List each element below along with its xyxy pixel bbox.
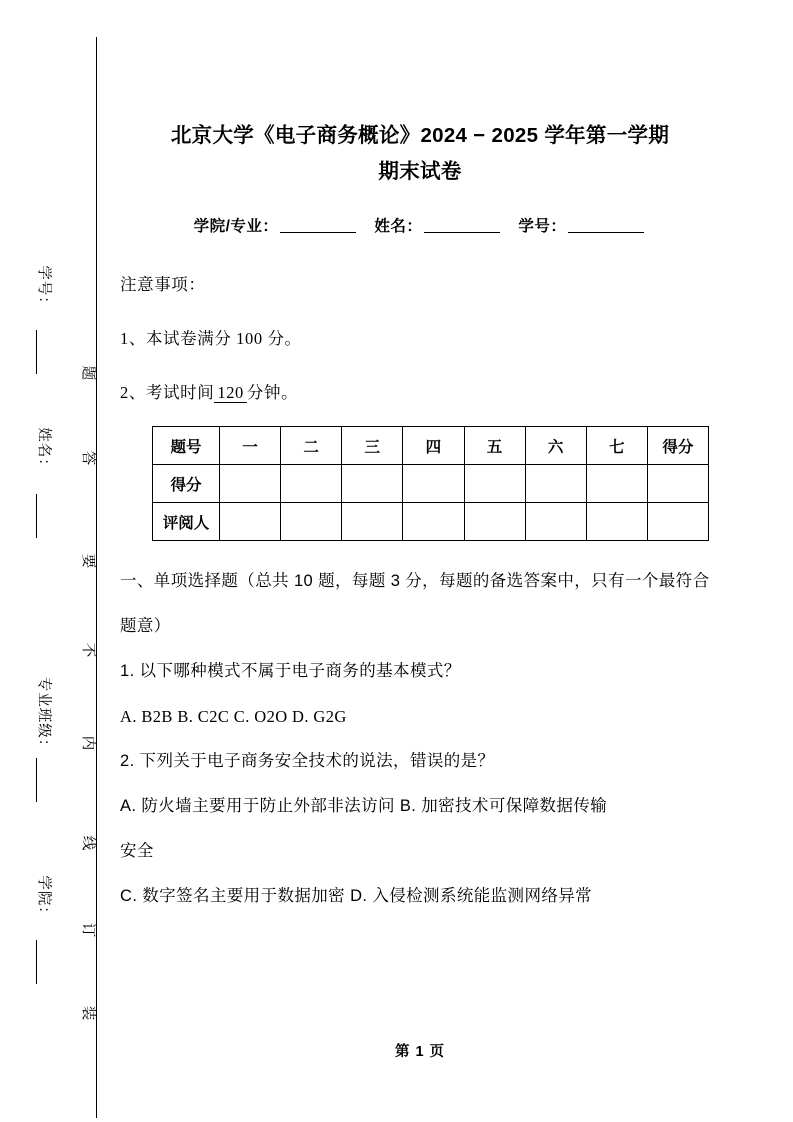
page-title xyxy=(120,0,720,190)
question-2-options-cd: C. 数字签名主要用于数据加密 D. 入侵检测系统能监测网络异常 xyxy=(120,887,593,905)
reviewer-cell[interactable] xyxy=(464,503,525,541)
question-1-options: A. B2B B. C2C C. O2O D. G2G xyxy=(120,707,347,726)
score-table-header-cell: 四 xyxy=(403,427,464,465)
notice-item-2-prefix: 2、考试时间 xyxy=(120,383,215,402)
gutter-label-name: 姓名： xyxy=(35,427,52,474)
score-table-header-cell: 五 xyxy=(464,427,525,465)
score-row-label: 得分 xyxy=(153,465,220,503)
exam-title-line-1: 北京大学《电子商务概论》2024 − 2025 学年第一学期 xyxy=(170,124,670,147)
gutter-char-da: 答 xyxy=(79,450,96,467)
reviewer-cell[interactable] xyxy=(281,503,342,541)
gutter-inner-column xyxy=(72,0,106,1122)
score-table-container xyxy=(120,420,720,541)
student-id-blank[interactable] xyxy=(568,218,644,233)
table-row-header xyxy=(153,427,709,465)
department-label: 学院/专业： xyxy=(193,218,279,235)
gutter-outer-column xyxy=(28,0,62,1122)
page-footer xyxy=(120,1040,720,1061)
exam-title-line-2: 期末试卷 xyxy=(378,160,462,183)
gutter-separator xyxy=(36,330,37,374)
reviewer-cell[interactable] xyxy=(403,503,464,541)
gutter-char-ding: 订 xyxy=(79,922,96,939)
score-cell[interactable] xyxy=(403,465,464,503)
notice-heading: 注意事项： xyxy=(120,275,206,294)
gutter-label-college: 学院： xyxy=(35,875,52,922)
section-heading-one: 一、单项选择题（总共 10 题，每题 3 分，每题的备选答案中，只有一个最符合题意） xyxy=(120,572,710,635)
score-table xyxy=(152,426,709,541)
table-row xyxy=(153,503,709,541)
score-table-header-cell: 七 xyxy=(586,427,647,465)
reviewer-cell[interactable] xyxy=(220,503,281,541)
student-id-label: 学号： xyxy=(518,218,567,235)
gutter-separator xyxy=(36,940,37,984)
exam-duration-value: 120 xyxy=(214,383,247,403)
gutter-char-nei: 内 xyxy=(79,735,96,752)
question-2-stem: 2. 下列关于电子商务安全技术的说法，错误的是？ xyxy=(120,752,495,770)
questions-section xyxy=(120,541,720,919)
score-cell[interactable] xyxy=(464,465,525,503)
gutter-char-bu: 不 xyxy=(79,642,96,659)
score-cell[interactable] xyxy=(342,465,403,503)
score-table-header-cell: 得分 xyxy=(647,427,708,465)
score-table-header-cell: 六 xyxy=(525,427,586,465)
table-row xyxy=(153,465,709,503)
name-label: 姓名： xyxy=(374,218,423,235)
gutter-label-student-id: 学号： xyxy=(35,265,52,312)
score-cell[interactable] xyxy=(281,465,342,503)
score-table-header-cell: 三 xyxy=(342,427,403,465)
score-table-header-cell: 二 xyxy=(281,427,342,465)
student-info-line xyxy=(120,190,720,236)
question-2-options-ab: A. 防火墙主要用于防止外部非法访问 B. 加密技术可保障数据传输 xyxy=(120,797,608,815)
notice-block xyxy=(120,236,720,420)
gutter-char-ti: 题 xyxy=(79,365,96,382)
binding-margin xyxy=(0,0,100,1122)
gutter-char-yao: 要 xyxy=(79,553,96,570)
name-blank[interactable] xyxy=(424,218,500,233)
reviewer-cell[interactable] xyxy=(647,503,708,541)
gutter-separator xyxy=(36,494,37,538)
score-table-header-cell: 一 xyxy=(220,427,281,465)
gutter-separator xyxy=(36,758,37,802)
score-cell[interactable] xyxy=(586,465,647,503)
score-table-header-cell: 题号 xyxy=(153,427,220,465)
gutter-char-xian: 线 xyxy=(79,835,96,852)
department-blank[interactable] xyxy=(280,218,356,233)
reviewer-cell[interactable] xyxy=(525,503,586,541)
reviewer-cell[interactable] xyxy=(586,503,647,541)
gutter-char-zhuang: 装 xyxy=(79,1005,96,1022)
notice-item-2-suffix: 分钟。 xyxy=(246,383,299,402)
question-2-options-ab-wrap: 安全 xyxy=(120,842,154,860)
question-1-stem: 1. 以下哪种模式不属于电子商务的基本模式？ xyxy=(120,662,461,680)
page-number: 第 1 页 xyxy=(394,1044,446,1060)
gutter-label-class: 专业班级： xyxy=(35,676,52,755)
notice-item-1: 1、本试卷满分 100 分。 xyxy=(120,329,302,348)
notice-item-2 xyxy=(120,366,720,420)
reviewer-cell[interactable] xyxy=(342,503,403,541)
score-cell[interactable] xyxy=(647,465,708,503)
score-cell[interactable] xyxy=(220,465,281,503)
score-row-label: 评阅人 xyxy=(153,503,220,541)
exam-paper-body xyxy=(120,0,720,1122)
score-cell[interactable] xyxy=(525,465,586,503)
